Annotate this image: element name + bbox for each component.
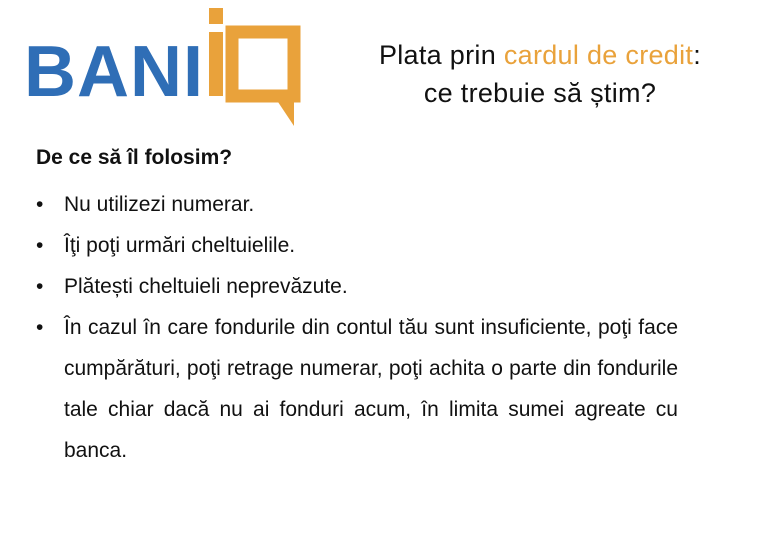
list-item: [36, 225, 678, 266]
list-item-text: În cazul în care fondurile din contul tău sunt insuficiente, poţi face cumpărături, poţi retrage numerar, poţi achita o parte din fondurile tale chiar dacă nu ai fonduri acum, în limita sumei agreate cu banca.: [64, 316, 678, 462]
bullet-icon: •: [36, 193, 44, 216]
list-item: [36, 184, 678, 225]
page-title: [320, 36, 760, 112]
bullet-icon: •: [36, 275, 44, 298]
title-part-1: Plata prin: [378, 40, 504, 70]
bullet-list: [36, 184, 678, 471]
list-item: [36, 307, 678, 471]
list-item: [36, 266, 678, 307]
title-part-2: :: [693, 40, 702, 70]
list-item-text: Nu utilizezi numerar.: [64, 193, 255, 216]
section-heading: De ce să îl folosim?: [36, 146, 233, 169]
title-line-2: ce trebuie să știm?: [423, 78, 657, 108]
title-line-1: [320, 36, 760, 74]
list-item-text: Plătești cheltuieli neprevăzute.: [64, 275, 348, 298]
iq-logo-mark-icon: [204, 8, 304, 128]
logo: [24, 8, 304, 128]
logo-text: BANI: [24, 32, 204, 112]
bullet-icon: •: [36, 234, 44, 257]
list-item-text: Îţi poţi urmări cheltuielile.: [64, 234, 296, 257]
bullet-icon: •: [36, 316, 44, 339]
title-accent: cardul de credit: [503, 40, 694, 70]
